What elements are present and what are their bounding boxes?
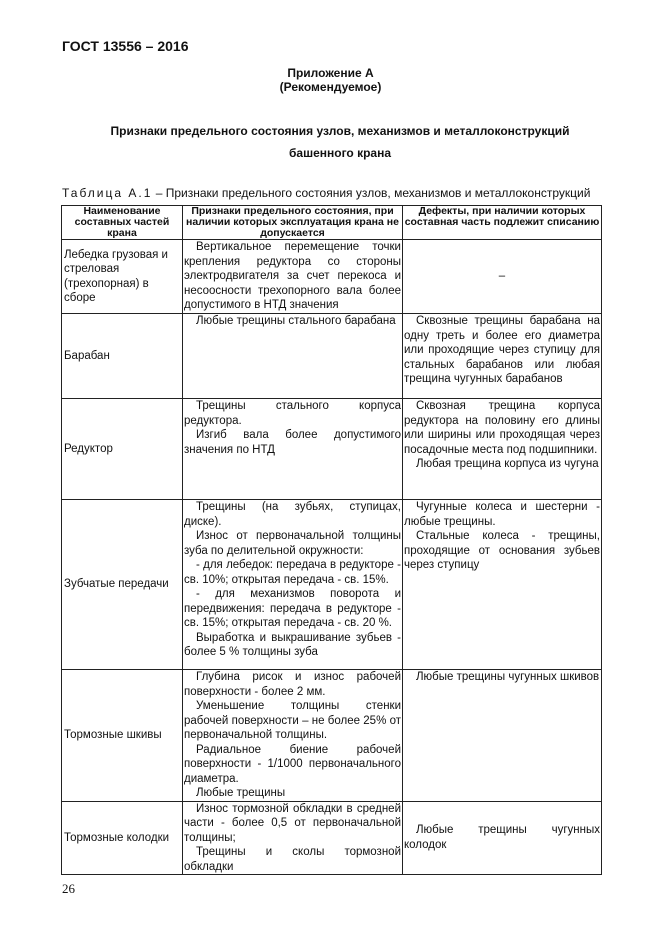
component-name: Редуктор [62,399,183,500]
defect: Любая трещина корпуса из чугуна [416,458,599,470]
limit-sign: Выработка и выкрашивание зубьев - более 5 % толщины зуба [184,631,401,658]
appendix-status: (Рекомендуемое) [279,80,382,94]
limit-sign: Износ от первоначальной толщины зуба по делительной окружности: [184,530,401,557]
table-row [62,314,602,399]
table-caption [62,186,590,200]
component-name: Тормозные колодки [62,801,183,875]
defect: Любые трещины чугунных шкивов [416,671,600,683]
defects-cell [403,240,602,314]
limit-signs-cell [183,500,403,670]
limit-sign: Любые трещины стального барабана [196,315,396,327]
table-header-row [62,206,602,240]
defect: Сквозная трещина корпуса редуктора на половину его длины или ширины или проходящая через посадочные места под подшипники. [404,400,600,456]
appendix-heading [0,66,661,94]
column-header-component: Наименование составных частей крана [62,206,183,240]
limit-signs-cell [183,314,403,399]
limit-sign: - для лебедок: передача в редукторе - св. 10%; открытая передача - св. 15%. [184,559,401,586]
limit-signs-cell [183,801,403,875]
defect: – [498,270,506,283]
defects-cell [403,500,602,670]
limit-sign: Глубина рисок и износ рабочей поверхности - более 2 мм. [184,671,401,698]
defect: Любые трещины чугунных колодок [404,824,600,851]
limit-sign: Трещины стального корпуса редуктора. [184,400,401,427]
limit-signs-cell [183,399,403,500]
limit-sign: Уменьшение толщины стенки рабочей поверхности – не более 25% от первоначальной толщины. [184,700,401,741]
table-row [62,670,602,802]
limit-sign: - для механизмов поворота и передвижения: передача в редукторе - св. 15%; открытая передача - св. 20 %. [184,588,401,629]
limit-sign: Трещины и сколы тормозной обкладки [184,846,401,873]
table-row [62,399,602,500]
limit-sign: Изгиб вала более допустимого значения по НТД [184,429,401,456]
title-line-1: Признаки предельного состояния узлов, механизмов и металлоконструкций [110,124,570,138]
limit-sign: Износ тормозной обкладки в средней части - более 0,5 от первоначальной толщины; [184,802,401,844]
document-code: ГОСТ 13556 – 2016 [62,38,189,54]
limit-sign: Трещины (на зубьях, ступицах, диске). [184,501,401,528]
limit-signs-cell [183,240,403,314]
column-header-limit-signs: Признаки предельного состояния, при наличии которых эксплуатация крана не допускается [183,206,403,240]
limit-sign: Радиальное биение рабочей поверхности - 1/1000 первоначального диаметра. [184,743,401,785]
defects-cell [403,314,602,399]
limit-state-table [61,205,602,875]
title-line-2: башенного крана [288,146,392,160]
defect: Стальные колеса - трещины, проходящие от основания зубьев через ступицу [404,530,600,571]
appendix-title: Приложение А [287,66,374,80]
component-name: Зубчатые передачи [62,500,183,670]
column-header-defects: Дефекты, при наличии которых составная часть подлежит списанию [403,206,602,240]
table-row [62,801,602,875]
defect: Чугунные колеса и шестерни - любые трещины. [404,501,600,528]
page-number: 26 [62,881,75,896]
limit-sign: Вертикальное перемещение точки крепления редуктора со стороны электродвигателя за счет перекоса и несоосности трехопорного вала более допустимого в НТД значения [184,241,401,311]
limit-signs-cell [183,670,403,802]
defects-cell [403,399,602,500]
defect: Сквозные трещины барабана на одну треть и более его диаметра или проходящие через ступицу для стальных барабанов или любая трещина чугунных барабанов [404,315,600,385]
table-caption-text: – Признаки предельного состояния узлов, механизмов и металлоконструкций [152,186,591,200]
limit-sign: Любые трещины [196,787,286,799]
table-number: Таблица А.1 [62,186,153,200]
component-name: Лебедка грузовая и стреловая (трехопорная) в сборе [62,240,183,314]
defects-cell [403,801,602,875]
component-name: Барабан [62,314,183,399]
appendix-main-title [80,120,600,164]
component-name: Тормозные шкивы [62,670,183,802]
table-row [62,500,602,670]
defects-cell [403,670,602,802]
table-row [62,240,602,314]
